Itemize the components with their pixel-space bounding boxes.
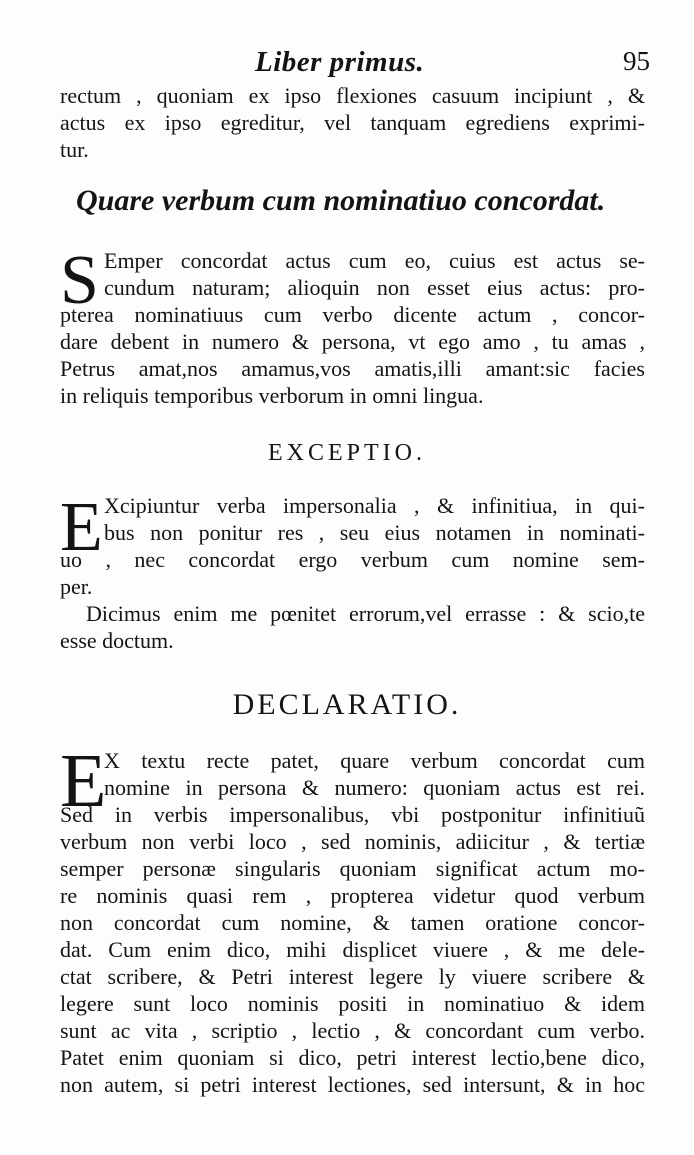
- heading-declaratio: DECLARATIO.: [232, 688, 462, 721]
- section-declaratio: [60, 739, 645, 1098]
- text-line: uo , nec concordat ergo verbum cum nomine sem-: [60, 547, 645, 572]
- text-line: semper personæ singularis quoniam significat actum mo-: [60, 856, 645, 881]
- text-line: Dicimus enim me pœnitet errorum,vel errasse : & scio,te: [86, 601, 645, 626]
- text-line: legere sunt loco nominis positi in nominatiuo & idem: [60, 991, 645, 1016]
- text-line: non concordat cum nomine, & tamen oratione concor-: [60, 910, 645, 935]
- section-semper: [60, 242, 645, 409]
- drop-cap: E: [60, 739, 107, 823]
- text-line: X textu recte patet, quare verbum concordat cum: [104, 748, 645, 773]
- text-line: Xcipiuntur verba impersonalia , & infinitiua, in qui-: [104, 493, 645, 518]
- text-line: ctat scribere, & Petri interest legere ly viuere scribere &: [60, 964, 645, 989]
- text-line: Petrus amat,nos amamus,vos amatis,illi amant:sic facies: [60, 356, 645, 381]
- drop-cap: E: [60, 489, 103, 566]
- text-line: re nominis quasi rem , propterea videtur quod verbum: [60, 883, 645, 908]
- text-line: verbum non verbi loco , sed nominis, adiicitur , & tertiæ: [60, 829, 645, 854]
- text-line: esse doctum.: [60, 628, 174, 653]
- text-line: Patet enim quoniam si dico, petri interest lectio,bene dico,: [60, 1045, 645, 1070]
- running-head: [60, 40, 650, 80]
- text-line: non autem, si petri interest lectiones, sed intersunt, & in hoc: [60, 1072, 645, 1097]
- text-line: Emper concordat actus cum eo, cuius est actus se-: [104, 248, 645, 273]
- text-line: in reliquis temporibus verborum in omni lingua.: [60, 383, 484, 408]
- text-line: pterea nominatiuus cum verbo dicente actum , concor-: [60, 302, 645, 327]
- text-line: bus non ponitur res , seu eius notamen in nominati-: [104, 520, 645, 545]
- text-line: dat. Cum enim dico, mihi displicet viuere , & me dele-: [60, 937, 645, 962]
- text-line: per.: [60, 574, 93, 599]
- page-number: 95: [623, 46, 650, 76]
- text-line: dare debent in numero & persona, vt ego amo , tu amas ,: [60, 329, 645, 354]
- intro-line: rectum , quoniam ex ipso flexiones casuum incipiunt , &: [60, 83, 645, 108]
- intro-line: tur.: [60, 137, 89, 162]
- section-exceptio: [60, 489, 645, 654]
- text-line: sunt ac vita , scriptio , lectio , & concordant cum verbo.: [60, 1018, 645, 1043]
- intro-line: actus ex ipso egreditur, vel tanquam egrediens exprimi-: [60, 110, 645, 135]
- running-title: Liber primus.: [255, 46, 425, 78]
- text-line: nomine in persona & numero: quoniam actus est rei.: [104, 775, 645, 800]
- drop-cap: S: [60, 242, 99, 319]
- text-line: cundum naturam; alioquin non esset eius actus: pro-: [104, 275, 645, 300]
- intro-paragraph: [60, 82, 645, 163]
- heading-quare-verbum: Quare verbum cum nominatiuo concordat.: [76, 184, 606, 217]
- text-line: Sed in verbis impersonalibus, vbi postponitur infinitiuũ: [60, 802, 645, 827]
- heading-exceptio: EXCEPTIO.: [268, 440, 426, 466]
